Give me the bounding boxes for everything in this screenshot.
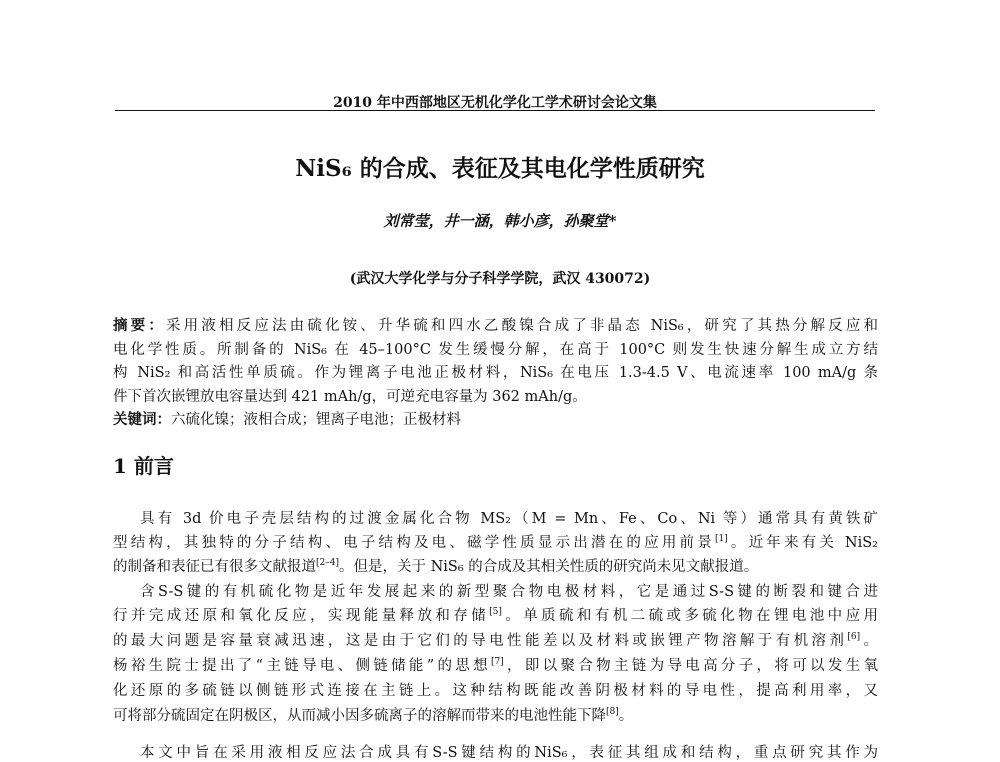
text-segment: 的制备和表征已有很多文献报道: [113, 559, 316, 575]
citation-ref: [6]: [847, 632, 861, 642]
text-line: [113, 361, 878, 382]
text-line: [113, 531, 878, 552]
text-segment: 型结构，其独特的分子结构、电子结构及电、磁学性质显示出潜在的应用前景: [113, 535, 715, 551]
text-segment: 采用液相反应法由硫化铵、升华硫和四水乙酸镍合成了非晶态 NiS₆，研究了其热分解反应和: [166, 318, 879, 334]
text-line: [140, 580, 878, 601]
text-segment: 可将部分硫固定在阴极区，从而减小因多硫离子的溶解而带来的电池性能下降: [113, 708, 606, 724]
author-list: 刘常莹，井一涵，韩小彦，孙聚堂*: [383, 212, 617, 230]
keywords-label: 关键词：: [113, 411, 171, 428]
citation-ref: [7]: [490, 657, 504, 667]
text-line: [113, 314, 878, 335]
citation-ref: [2–4]: [316, 558, 339, 568]
text-line: [113, 385, 878, 406]
text-line: [113, 604, 878, 625]
text-line: [140, 741, 878, 762]
text-segment: 本文中旨在采用液相反应法合成具有S-S键结构的NiS₆，表征其组成和结构，重点研究其作为: [140, 745, 878, 761]
text-segment: 构 NiS₂ 和高活性单质硫。作为锂离子电池正极材料，NiS₆ 在电压 1.3-4.5 V、电流速率 100 mA/g 条: [113, 365, 878, 381]
text-segment: 电化学性质。所制备的 NiS₆ 在 45–100°C 发生缓慢分解，在高于 100°C 则发生快速分解生成立方结: [113, 342, 878, 358]
text-line: [113, 679, 878, 700]
text-line: [113, 629, 878, 650]
text-line: [113, 338, 878, 359]
text-line: [113, 704, 878, 725]
text-segment: 。: [860, 633, 879, 649]
text-segment: 化还原的多硫链以侧链形式连接在主链上。这种结构既能改善阴极材料的导电性，提高利用率，又: [113, 683, 878, 699]
keywords: [113, 408, 878, 429]
text-segment: 。: [618, 708, 634, 724]
keywords-text: 六硫化镍；液相合成；锂离子电池；正极材料: [171, 412, 461, 428]
proceedings-header: 2010 年中西部地区无机化学化工学术研讨会论文集: [333, 95, 657, 111]
text-line: [113, 654, 878, 675]
paper-title: NiS₆ 的合成、表征及其电化学性质研究: [295, 155, 705, 182]
text-segment: 具有 3d 价电子壳层结构的过渡金属化合物 MS₂（M = Mn、Fe、Co、Ni 等）通常具有黄铁矿: [140, 511, 878, 527]
citation-ref: [1]: [714, 534, 728, 544]
text-segment: 行并完成还原和氧化反应，实现能量释放和存储: [113, 608, 490, 624]
text-segment: 的最大问题是容量衰减迅速，这是由于它们的导电性能差以及材料或嵌锂产物溶解于有机溶剂: [113, 633, 848, 649]
section-heading: 1 前言: [113, 454, 174, 478]
citation-ref: [5]: [489, 607, 502, 617]
text-segment: 件下首次嵌锂放电容量达到 421 mAh/g，可逆充电容量为 362 mAh/g。: [113, 389, 587, 405]
text-segment: 。但是，关于 NiS₆ 的合成及其相关性质的研究尚未见文献报道。: [338, 559, 759, 575]
citation-ref: [8]: [606, 707, 619, 717]
text-segment: 含S-S键的有机硫化物是近年发展起来的新型聚合物电极材料，它是通过S-S键的断裂和键合进: [140, 584, 878, 600]
text-segment: 。单质硫和有机二硫或多硫化物在锂电池中应用: [501, 608, 878, 624]
text-segment: 。近年来有关 NiS₂: [727, 535, 878, 551]
text-line: [140, 507, 878, 528]
text-line: [113, 555, 878, 576]
text-segment: ，即以聚合物主链为导电高分子，将可以发生氧: [503, 658, 879, 674]
header-divider: [115, 110, 875, 111]
text-segment: 杨裕生院士提出了“主链导电、侧链储能”的思想: [113, 658, 491, 674]
affiliation: (武汉大学化学与分子科学学院，武汉 430072): [349, 271, 651, 287]
abstract-label: 摘要：: [113, 317, 166, 334]
